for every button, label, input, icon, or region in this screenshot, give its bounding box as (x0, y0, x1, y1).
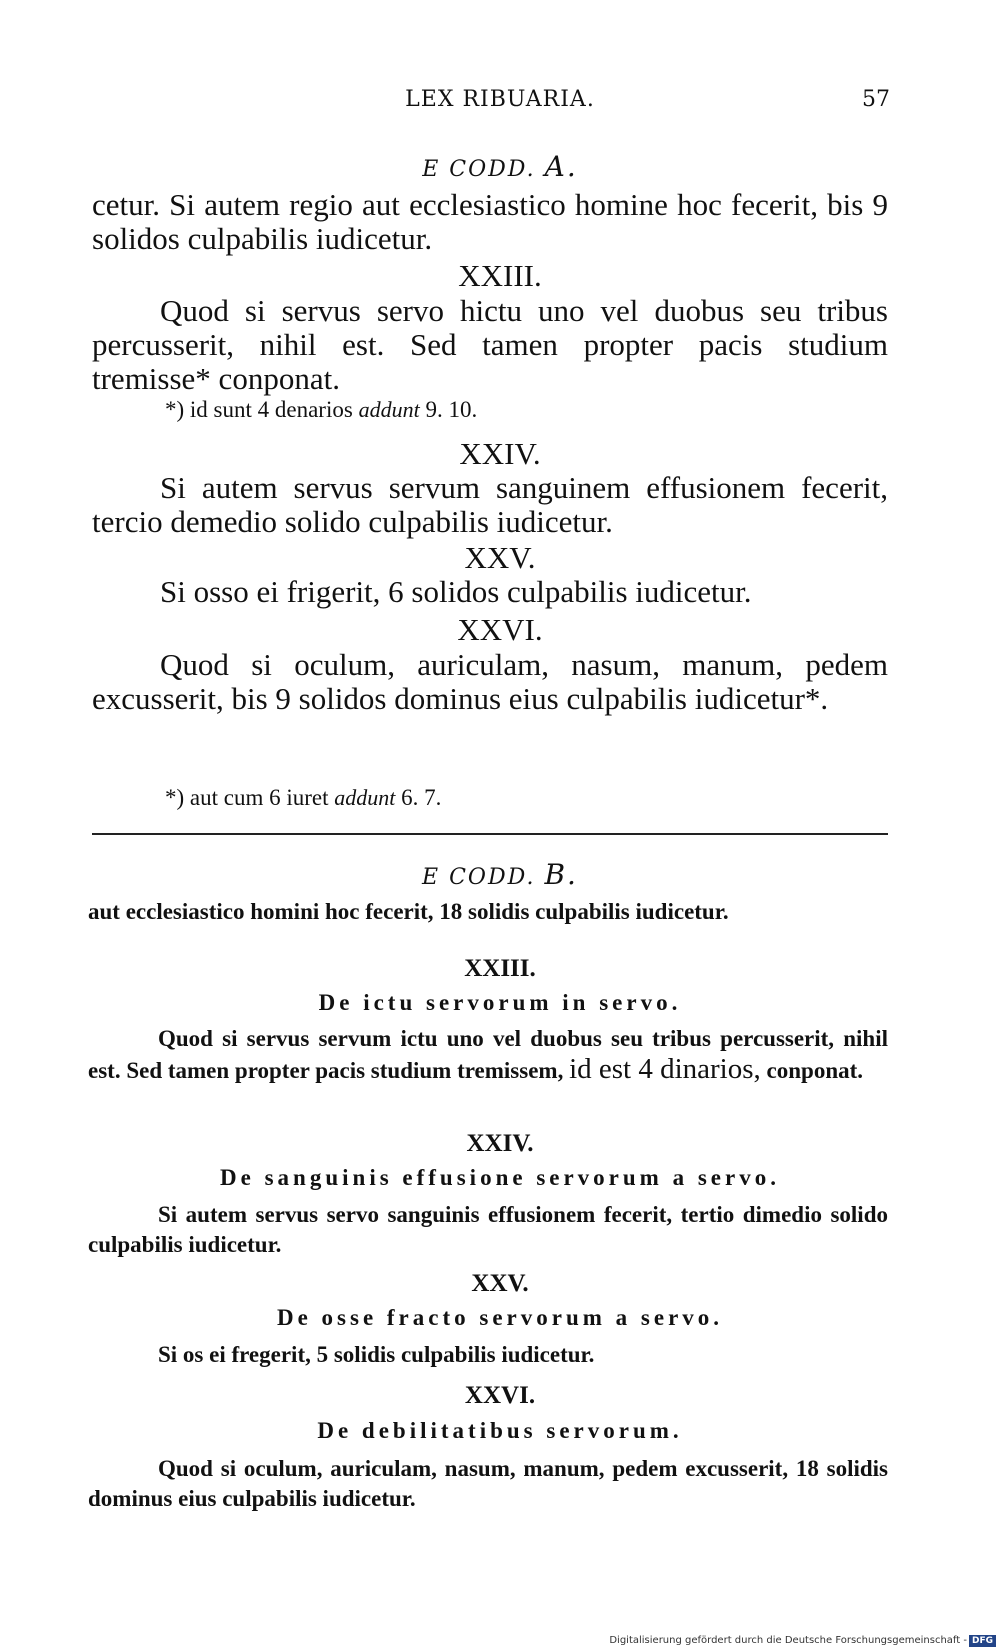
codex-a-numeral-xxiv: XXIV. (459, 436, 541, 471)
codex-a-numeral-xxiii: XXIII. (458, 258, 542, 293)
note-lead: *) id sunt 4 denarios (165, 397, 359, 422)
codex-b-letter: B. (544, 858, 578, 891)
codex-b-paragraph: Quod si oculum, auriculam, nasum, manum, pedem excusserit, 18 solidis dominus eius culpabilis iudicetur. (88, 1456, 888, 1511)
codex-a-heading (0, 150, 1000, 183)
codex-a-letter: A. (544, 150, 578, 183)
note-italic: addunt (334, 785, 396, 810)
codex-a-paragraph: Quod si oculum, auriculam, nasum, manum, pedem excusserit, bis 9 solidos dominus eius culpabilis iudicetur*. (92, 647, 888, 716)
codex-b-title-xxiii: De ictu servorum in servo. (318, 990, 682, 1015)
codex-a-intro: cetur. Si autem regio aut ecclesiastico homine hoc fecerit, bis 9 solidos culpabilis iudicetur. (92, 187, 888, 256)
paragraph-emphasis: id est 4 dinarios, (569, 1053, 761, 1085)
dfg-logo: DFG (969, 1635, 996, 1647)
codex-b-text-xxiii (88, 1024, 888, 1086)
codex-b-paragraph (88, 1024, 888, 1086)
page-number: 57 (862, 87, 890, 112)
digitization-credit (609, 1635, 996, 1647)
codex-a-footnote-2 (165, 785, 441, 811)
codex-a-paragraph: Si osso ei frigerit, 6 solidos culpabilis iudicetur. (160, 574, 752, 609)
credit-text: Digitalisierung gefördert durch die Deutsche Forschungsgemeinschaft - (609, 1635, 967, 1646)
paragraph-part: Quod si servus servum ictu uno vel duobus seu tribus percusserit, nihil est. Sed tamen propter pacis studium tremissem, (88, 1026, 888, 1083)
codex-b-numeral-xxiv: XXIV. (466, 1130, 534, 1157)
running-title: LEX RIBUARIA. (405, 87, 595, 112)
codex-a-footnote-1 (165, 397, 477, 423)
codex-b-prefix: E CODD. (422, 865, 536, 890)
codex-a-text-xxiii (92, 294, 888, 396)
codex-b-heading (0, 858, 1000, 891)
paragraph-part: conponat. (760, 1058, 864, 1083)
codex-b-paragraph: Si autem servus servo sanguinis effusionem fecerit, tertio dimedio solido culpabilis iudicetur. (88, 1202, 888, 1257)
codex-b-text-xxv (88, 1340, 888, 1370)
codex-a-paragraph: Si autem servus servum sanguinem effusionem fecerit, tercio demedio solido culpabilis iudicetur. (92, 470, 888, 539)
codex-b-text-xxiv (88, 1200, 888, 1260)
codex-b-paragraph: Si os ei fregerit, 5 solidis culpabilis iudicetur. (158, 1342, 595, 1367)
codex-b-numeral-xxvi: XXVI. (464, 1382, 536, 1409)
note-italic: addunt (358, 397, 420, 422)
codex-a-text-xxv (92, 575, 888, 609)
codex-a-text-xxvi (92, 648, 888, 716)
codex-a-prefix: E CODD. (422, 157, 536, 182)
codex-a-numeral-xxv: XXV. (464, 540, 536, 575)
note-tail: 9. 10. (419, 397, 478, 422)
codex-a-numeral-xxvi: XXVI. (457, 612, 543, 647)
codex-b-title-xxv: De osse fracto servorum a servo. (276, 1305, 724, 1330)
codex-a-paragraph: Quod si servus servo hictu uno vel duobus seu tribus percusserit, nihil est. Sed tamen propter pacis studium tremisse* conponat. (92, 293, 888, 396)
codex-a-text-xxiv (92, 471, 888, 539)
codex-b-title-xxiv: De sanguinis effusione servorum a servo. (220, 1165, 780, 1190)
codex-b-text-xxvi (88, 1454, 888, 1514)
note-lead: *) aut cum 6 iuret (165, 785, 335, 810)
codex-b-numeral-xxv: XXV. (471, 1270, 529, 1297)
section-divider (92, 833, 888, 835)
codex-b-title-xxvi: De debilitatibus servorum. (317, 1418, 683, 1443)
codex-b-intro: aut ecclesiastico homini hoc fecerit, 18 solidis culpabilis iudicetur. (88, 899, 729, 924)
codex-b-numeral-xxiii: XXIII. (464, 955, 536, 982)
note-tail: 6. 7. (395, 785, 442, 810)
